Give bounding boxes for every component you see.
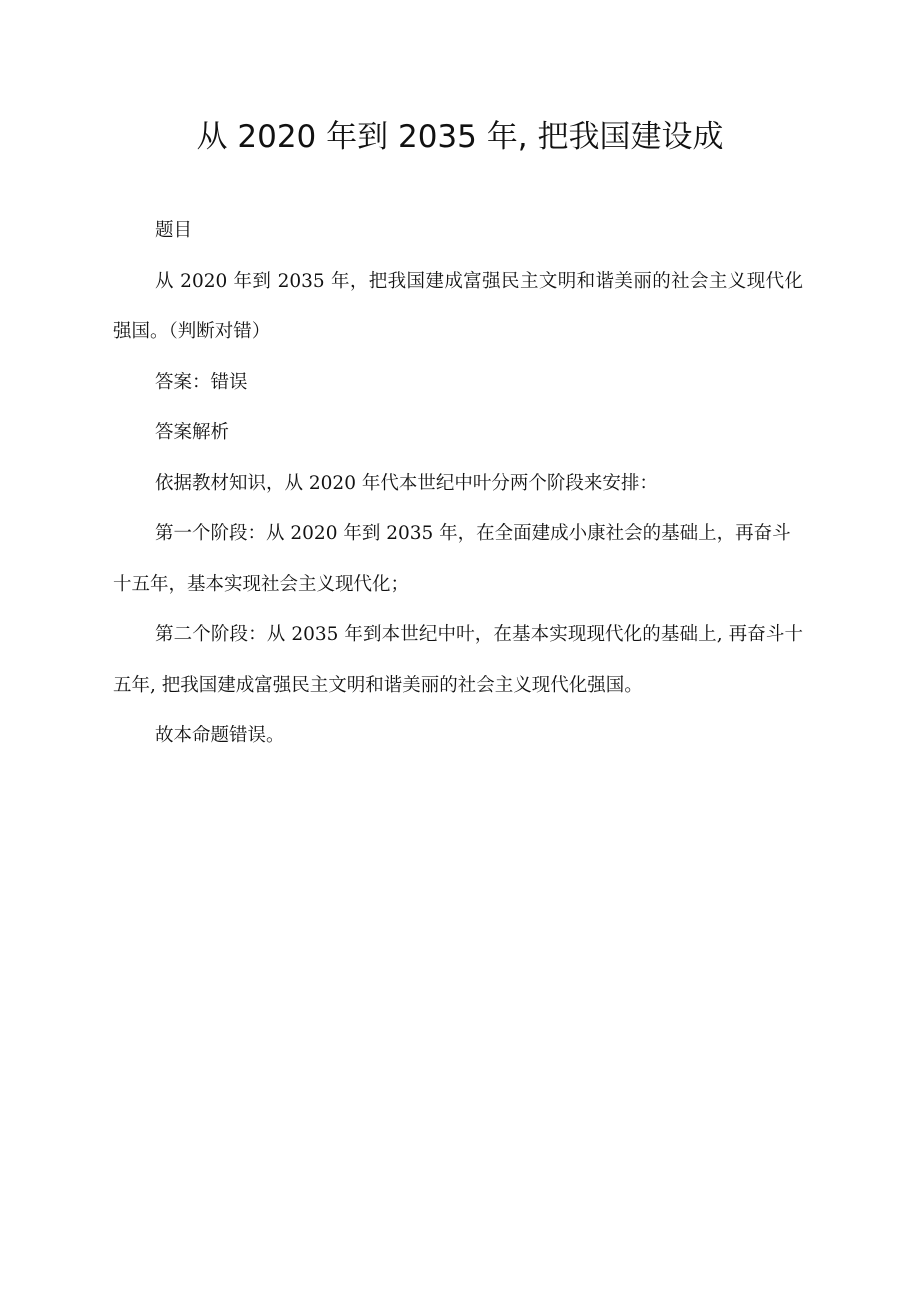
document-body [113, 206, 803, 762]
analysis-intro: 依据教材知识，从 2020 年代本世纪中叶分两个阶段来安排： [155, 472, 658, 494]
analysis-heading: 答案解析 [155, 422, 230, 443]
conclusion-text: 故本命题错误。 [155, 725, 285, 746]
question-text: 从 2020 年到 2035 年，把我国建成富强民主文明和谐美丽的社会主义现代化强国。（判断对错） [113, 270, 803, 342]
stage-one-text: 第一个阶段：从 2020 年到 2035 年，在全面建成小康社会的基础上，再奋斗十五年，基本实现社会主义现代化； [113, 523, 791, 595]
answer-line: 答案：错误 [155, 371, 248, 393]
question-heading: 题目 [155, 220, 193, 241]
stage-two-text: 第二个阶段：从 2035 年到本世纪中叶，在基本实现现代化的基础上, 再奋斗十五年, 把我国建成富强民主文明和谐美丽的社会主义现代化强国。 [113, 624, 803, 696]
document-title: 从 2020 年到 2035 年, 把我国建设成 [196, 119, 724, 155]
